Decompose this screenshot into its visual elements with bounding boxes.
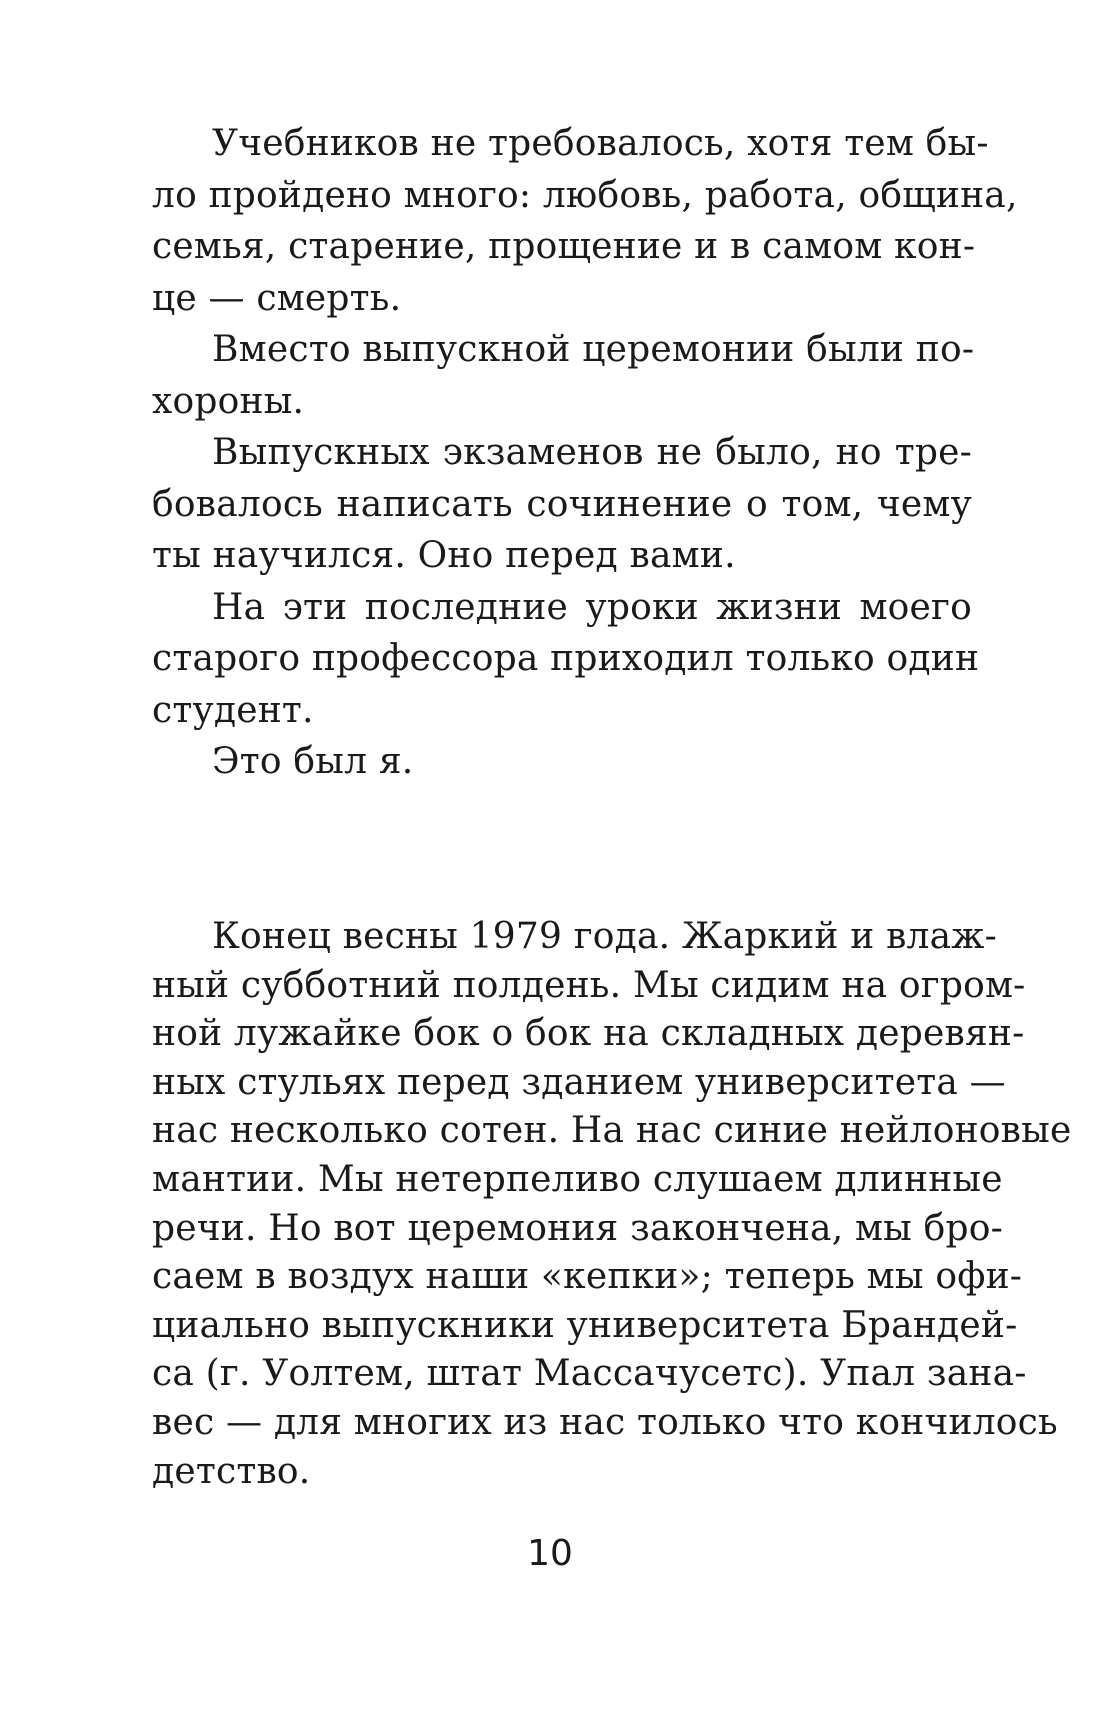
text-line: семья, старение, прощение и в самом кон- — [152, 226, 976, 267]
text-line: саем в воздух наши «кепки»; теперь мы офи- — [152, 1256, 1023, 1298]
text-line: Выпускных экзаменов не было, но тре- — [212, 432, 972, 473]
text-line: Вместо выпускной церемонии были по- — [212, 329, 975, 370]
text-line: бовалось написать сочинение о том, чему — [152, 483, 972, 525]
text-line: старого профессора приходил только один — [152, 638, 980, 679]
paragraph-4 — [152, 582, 980, 737]
text-line: детство. — [152, 1450, 311, 1492]
text-line: речи. Но вот церемония закончена, мы бро- — [152, 1207, 1004, 1249]
text-line: мантии. Мы нетерпеливо слушаем длинные — [152, 1158, 1003, 1200]
text-line: Учебников не требовалось, хотя тем бы- — [212, 123, 989, 164]
section-2-text — [152, 913, 1072, 1496]
section-1-text — [152, 118, 1018, 788]
text-line: На эти последние уроки жизни моего — [212, 586, 972, 628]
text-line: ных стульях перед зданием университета — — [152, 1061, 1006, 1103]
text-line: студент. — [152, 689, 314, 731]
text-line: вес — для многих из нас только что кончилось — [152, 1401, 1058, 1443]
text-line: ло пройдено много: любовь, работа, община, — [152, 174, 1018, 216]
text-line: це — смерть. — [152, 277, 402, 319]
text-line: ной лужайке бок о бок на складных деревян- — [152, 1013, 1025, 1055]
paragraph-3 — [152, 427, 972, 582]
paragraph-6 — [152, 913, 1072, 1496]
text-line: Конец весны 1979 года. Жаркий и влаж- — [212, 916, 997, 957]
text-line: ты научился. Оно перед вами. — [152, 535, 736, 576]
text-line: нас несколько сотен. На нас синие нейлоновые — [152, 1110, 1072, 1152]
page-number: 10 — [527, 1533, 573, 1574]
text-line: ный субботний полдень. Мы сидим на огром- — [152, 964, 1026, 1006]
text-line: Это был я. — [212, 741, 414, 782]
text-line: хороны. — [152, 380, 305, 422]
paragraph-2 — [152, 324, 975, 427]
text-line: циально выпускники университета Брандей- — [152, 1304, 1018, 1346]
paragraph-5 — [152, 736, 972, 788]
paragraph-1 — [152, 118, 1018, 324]
text-line: са (г. Уолтем, штат Массачусетс). Упал зана- — [152, 1353, 1027, 1395]
